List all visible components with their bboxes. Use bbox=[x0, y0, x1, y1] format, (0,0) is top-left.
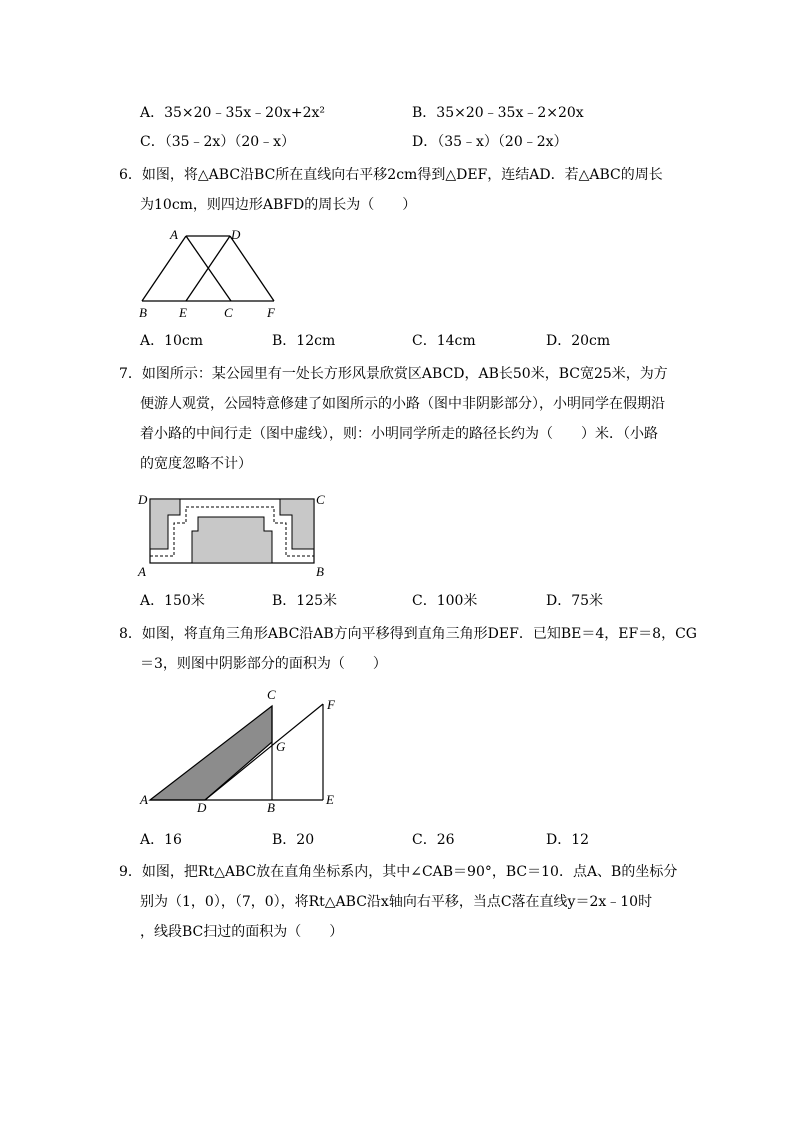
q8-label-c: C bbox=[267, 687, 276, 702]
q8-label-b: B bbox=[267, 800, 275, 815]
q7-label-b: B bbox=[316, 564, 324, 579]
q5-option-d: D．（35﹣x）（20﹣2x） bbox=[412, 134, 568, 150]
q7-option-b: B．125米 bbox=[272, 593, 338, 609]
q8-option-d: D．12 bbox=[546, 832, 590, 848]
q7-option-a: A．150米 bbox=[140, 593, 205, 609]
q6-option-a: A．10cm bbox=[140, 333, 204, 349]
q8-label-d: D bbox=[197, 800, 207, 815]
q7-shade-center bbox=[192, 517, 272, 563]
q6-label-b: B bbox=[139, 305, 147, 320]
q8-shaded-region bbox=[150, 706, 272, 800]
q6-text-line1: 6．如图，将△ABC沿BC所在直线向右平移2cm得到△DEF，连结AD．若△ABC的周长 bbox=[119, 167, 663, 183]
q7-label-a: A bbox=[138, 564, 146, 579]
q8-option-b: B．20 bbox=[272, 832, 315, 848]
q7-label-c: C bbox=[316, 492, 325, 507]
q6-option-b: B．12cm bbox=[272, 333, 336, 349]
q8-text-line2: ＝3，则图中阴影部分的面积为（ ） bbox=[140, 656, 387, 672]
q6-text-line2: 为10cm，则四边形ABFD的周长为（ ） bbox=[140, 197, 417, 213]
q9-text-line3: ，线段BC扫过的面积为（ ） bbox=[140, 924, 344, 940]
q7-shade-right bbox=[280, 499, 314, 549]
q9-text-line2: 别为（1，0），（7，0），将Rt△ABC沿x轴向右平移，当点C落在直线y＝2x﹣10时 bbox=[140, 894, 653, 910]
q7-label-d: D bbox=[138, 492, 148, 507]
q8-label-f: F bbox=[327, 697, 335, 712]
q6-seg-df bbox=[230, 236, 274, 301]
q6-seg-ab bbox=[142, 236, 186, 301]
q6-option-d: D．20cm bbox=[546, 333, 611, 349]
q9-text-line1: 9．如图，把Rt△ABC放在直角坐标系内，其中∠CAB＝90°，BC＝10．点A、B的坐标分 bbox=[119, 864, 678, 880]
q7-text-line4: 的宽度忽略不计） bbox=[140, 456, 252, 472]
q7-figure bbox=[130, 487, 330, 582]
q6-label-a: A bbox=[170, 227, 178, 242]
q5-option-b: B．35×20﹣35x﹣2×20x bbox=[412, 105, 584, 121]
q6-label-f: F bbox=[267, 305, 275, 320]
q7-option-c: C．100米 bbox=[412, 593, 478, 609]
q6-label-c: C bbox=[224, 305, 233, 320]
q8-text-line1: 8．如图，将直角三角形ABC沿AB方向平移得到直角三角形DEF．已知BE＝4，EF＝8，CG bbox=[119, 626, 697, 642]
q5-option-a: A．35×20﹣35x﹣20x+2x² bbox=[140, 105, 326, 121]
q8-label-a: A bbox=[140, 792, 148, 807]
q8-option-c: C．26 bbox=[412, 832, 455, 848]
q5-option-c: C．（35﹣2x）（20﹣x） bbox=[140, 134, 296, 150]
q8-label-e: E bbox=[326, 792, 334, 807]
q8-label-g: G bbox=[276, 739, 286, 754]
q6-label-e: E bbox=[179, 305, 187, 320]
q7-option-d: D．75米 bbox=[546, 593, 604, 609]
q7-text-line2: 便游人观赏，公园特意修建了如图所示的小路（图中非阴影部分），小明同学在假期沿 bbox=[140, 396, 665, 412]
q8-option-a: A．16 bbox=[140, 832, 182, 848]
q6-label-d: D bbox=[231, 227, 241, 242]
q7-text-line3: 着小路的中间行走（图中虚线），则：小明同学所走的路径长约为（ ）米．（小路 bbox=[140, 426, 658, 442]
q7-shade-left bbox=[150, 499, 180, 549]
q7-text-line1: 7．如图所示：某公园里有一处长方形风景欣赏区ABCD，AB长50米，BC宽25米，为方 bbox=[119, 366, 668, 382]
q6-figure bbox=[130, 224, 290, 324]
q8-figure bbox=[130, 686, 360, 816]
q6-option-c: C．14cm bbox=[412, 333, 476, 349]
